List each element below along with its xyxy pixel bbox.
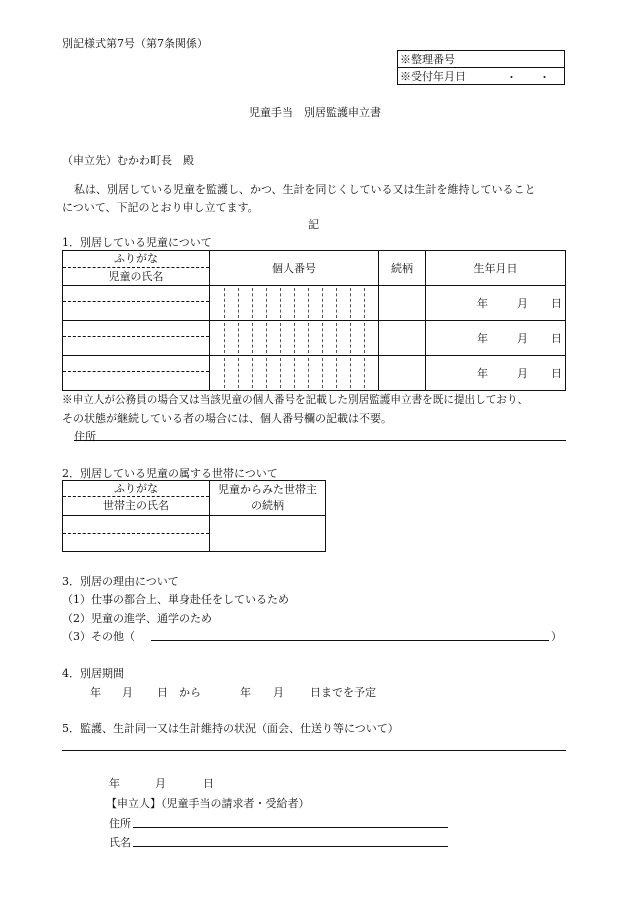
birthdate-cell[interactable]: 年 月 日 [426, 286, 566, 321]
household-relation-cell[interactable] [210, 516, 326, 552]
relation-cell[interactable] [379, 356, 426, 391]
received-label: ※受付年月日 [400, 70, 466, 83]
note-line-2: その状態が継続している者の場合には、個人番号欄の記載は不要。 [62, 412, 392, 425]
ki-marker: 記 [308, 218, 319, 231]
received-separator: ・ ・ [506, 71, 550, 84]
personal-number-cell[interactable] [210, 321, 379, 356]
furigana-header: ふりがな [63, 251, 209, 268]
relation-cell[interactable] [379, 321, 426, 356]
birthdate-cell[interactable]: 年 月 日 [426, 321, 566, 356]
footer-month: 月 [155, 777, 166, 790]
section4-heading: 4．別居期間 [62, 667, 124, 680]
household-relation-header-1: 児童からみた世帯主 [218, 483, 317, 496]
address-line[interactable] [74, 440, 566, 441]
table-row [63, 286, 566, 321]
child-name-cell[interactable] [63, 356, 210, 391]
status-line[interactable] [62, 750, 566, 751]
birthdate-cell[interactable]: 年 月 日 [426, 356, 566, 391]
birthdate-header: 生年月日 [426, 251, 566, 286]
table-row [63, 321, 566, 356]
address-label: 住所 [74, 430, 96, 443]
form-code: 別記様式第7号（第7条関係） [62, 37, 208, 50]
child-name-cell[interactable] [63, 286, 210, 321]
reason-option-2[interactable]: （2）児童の進学、通学のため [62, 612, 212, 625]
statement-line-2: について、下記のとおり申し立てます。 [62, 201, 259, 214]
householder-name-cell[interactable] [63, 516, 210, 552]
child-name-cell[interactable] [63, 321, 210, 356]
personal-number-header: 個人番号 [210, 251, 379, 286]
section5-heading: 5．監護、生計同一又は生計維持の状況（面会、仕送り等について） [62, 722, 399, 735]
section1-heading: 1．別居している児童について [62, 236, 212, 249]
reason-option-1[interactable]: （1）仕事の都合上、単身赴任をしているため [62, 593, 289, 606]
footer-year: 年 [109, 777, 120, 790]
statement-line-1: 私は、別居している児童を監護し、かつ、生計を同じくしている又は生計を維持していること [74, 183, 536, 196]
applicant-address-line[interactable] [133, 827, 448, 828]
household-relation-header-2: の続柄 [251, 499, 284, 512]
office-use-box [397, 50, 565, 85]
householder-name-header: 世帯主の氏名 [103, 499, 169, 512]
relation-cell[interactable] [379, 286, 426, 321]
applicant-name-label: 氏名 [109, 836, 131, 849]
personal-number-cell[interactable] [210, 286, 379, 321]
applicant-name-line[interactable] [133, 846, 448, 847]
applicant-label: 【申立人】（児童手当の請求者・受給者） [106, 797, 310, 810]
other-reason-close: ） [551, 630, 562, 643]
period-to-day: 日までを予定 [310, 686, 376, 699]
page-title: 児童手当 別居監護申立書 [249, 106, 381, 119]
addressee: （申立先）むかわ町長 殿 [62, 154, 194, 167]
footer-day: 日 [203, 777, 214, 790]
period-from-day: 日 から [157, 686, 201, 699]
child-name-header: 児童の氏名 [108, 270, 164, 283]
received-date-field[interactable] [398, 68, 565, 85]
period-to-month: 月 [273, 686, 284, 699]
section2-heading: 2．別居している児童の属する世帯について [62, 467, 278, 480]
personal-number-cell[interactable] [210, 356, 379, 391]
ref-no-label: ※整理番号 [398, 51, 565, 68]
children-table [62, 250, 566, 391]
period-to-year: 年 [240, 686, 251, 699]
household-table [62, 480, 326, 552]
table-row [63, 356, 566, 391]
period-from-month: 月 [122, 686, 133, 699]
section3-heading: 3．別居の理由について [62, 575, 179, 588]
furigana-header: ふりがな [63, 481, 209, 497]
relation-header: 続柄 [379, 251, 426, 286]
applicant-address-label: 住所 [109, 817, 131, 830]
period-from-year: 年 [90, 686, 101, 699]
other-reason-line[interactable] [151, 640, 549, 641]
note-line-1: ※申立人が公務員の場合又は当該児童の個人番号を記載した別居監護申立書を既に提出しており、 [62, 394, 529, 406]
reason-option-3[interactable]: （3）その他（ [62, 630, 135, 643]
